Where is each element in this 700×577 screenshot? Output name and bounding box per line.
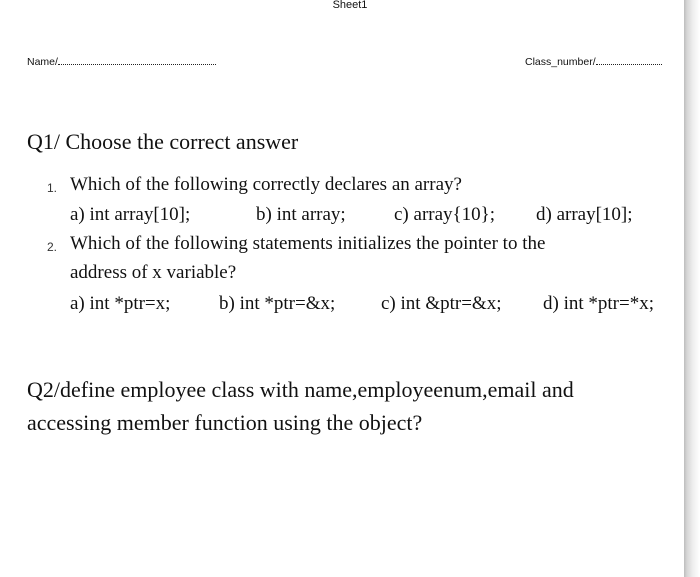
class-number-blank-line bbox=[596, 63, 662, 65]
question-1-option-d: d) array[10]; bbox=[536, 204, 633, 225]
question-1-number: 1. bbox=[47, 181, 58, 195]
name-field bbox=[27, 56, 216, 68]
question-1-option-b: b) int array; bbox=[256, 204, 346, 225]
question-2-option-d: d) int *ptr=*x; bbox=[543, 293, 654, 314]
question-2-option-a: a) int *ptr=x; bbox=[70, 293, 171, 314]
name-label: Name/ bbox=[27, 56, 58, 68]
class-number-field bbox=[525, 56, 662, 68]
name-blank-line bbox=[58, 63, 216, 65]
class-number-label: Class_number/ bbox=[525, 56, 596, 68]
question-2-text-line1: Which of the following statements initializes the pointer to the bbox=[70, 233, 546, 254]
question-2-option-c: c) int &ptr=&x; bbox=[381, 293, 502, 314]
q2-text-line2: accessing member function using the object? bbox=[27, 410, 423, 435]
question-2-number: 2. bbox=[47, 240, 58, 254]
question-1-option-c: c) array{10}; bbox=[394, 204, 496, 225]
q1-heading: Q1/ Choose the correct answer bbox=[27, 129, 299, 154]
q2-text-line1: Q2/define employee class with name,employeenum,email and bbox=[27, 377, 574, 402]
sheet-title: Sheet1 bbox=[332, 0, 368, 11]
question-2-text-line2: address of x variable? bbox=[70, 262, 237, 283]
question-1-text: Which of the following correctly declares an array? bbox=[70, 174, 462, 195]
question-1-option-a: a) int array[10]; bbox=[70, 204, 191, 225]
question-2-option-b: b) int *ptr=&x; bbox=[219, 293, 336, 314]
page-edge-shadow bbox=[684, 0, 700, 577]
